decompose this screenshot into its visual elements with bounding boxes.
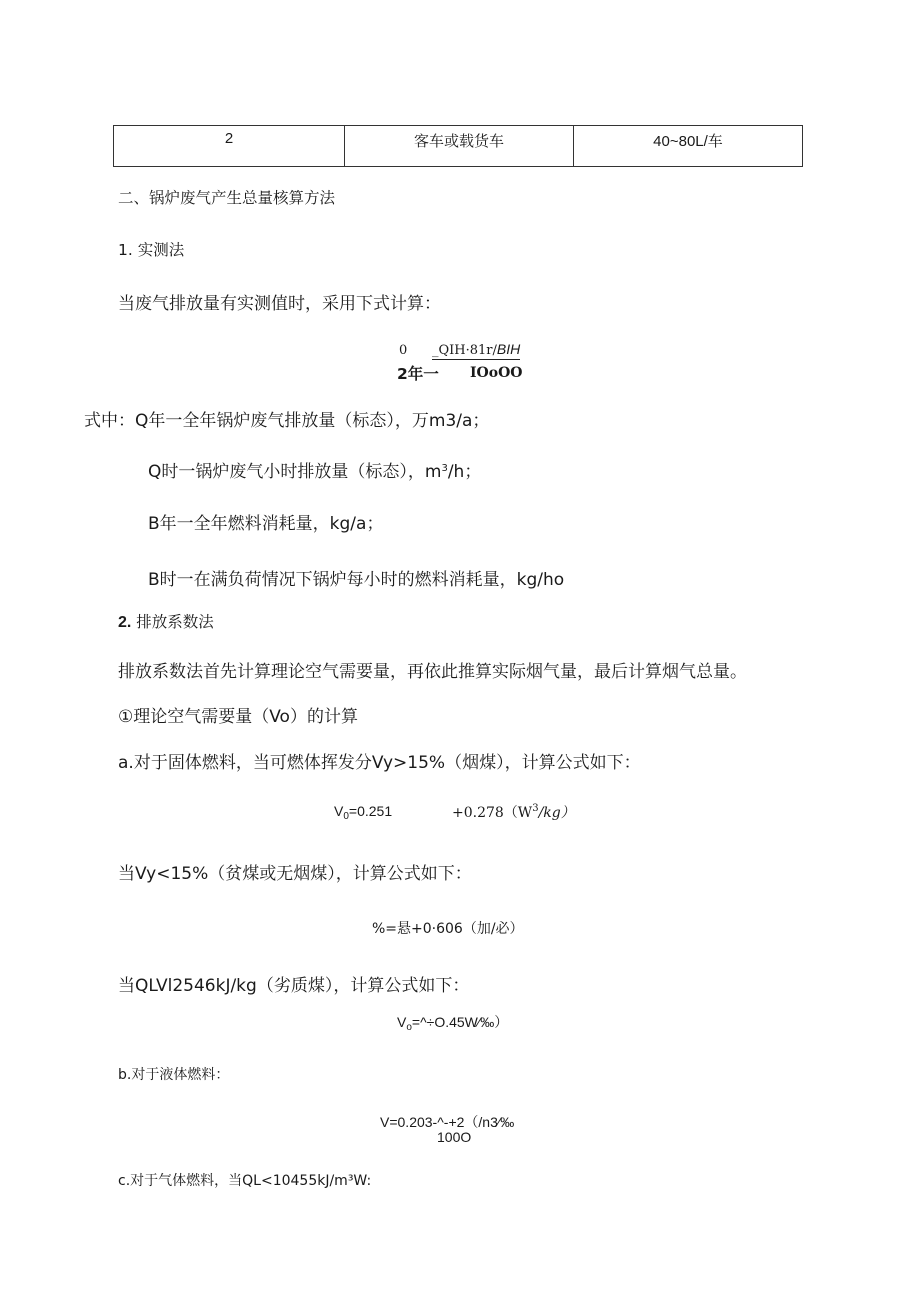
- item-liquid-fuel: b.对于液体燃料：: [118, 1067, 230, 1083]
- table-cell-vehicle: 客车或载货车: [344, 126, 573, 166]
- method1-intro: 当废气排放量有实测值时，采用下式计算：: [118, 294, 441, 314]
- method2-intro: 排放系数法首先计算理论空气需要量，再依此推算实际烟气量，最后计算烟气总量。: [118, 662, 747, 682]
- table-cell-amount: 40~80L/车: [573, 126, 802, 166]
- condition-low-grade-coal: 当QLVl2546kJ/kg（劣质煤），计算公式如下：: [118, 976, 470, 996]
- formula1-bottom-right: IOoOO: [470, 365, 523, 381]
- condition-vy-low: 当Vy<15%（贫煤或无烟煤），计算公式如下：: [118, 864, 472, 884]
- formula1-top-right: _QIH·81r/BIH: [432, 341, 521, 358]
- definition-q-hour: Q时一锅炉废气小时排放量（标态），$m^3/h$；: [148, 462, 482, 482]
- formula1-bottom-left: 2年一: [397, 365, 439, 383]
- formula-vy-low: %=悬+0·606（加/必）: [372, 921, 524, 937]
- definition-q-year: 式中：Q年一全年锅炉废气排放量（标态），万m3/a；: [84, 411, 490, 431]
- formula-low-grade-coal: $V_o=\^{}\div O.45W∕‰$）: [397, 1014, 509, 1033]
- item-theoretical-air: ①理论空气需要量（Vo）的计算: [118, 707, 358, 727]
- definition-b-year: B年一全年燃料消耗量，kg/a；: [148, 514, 384, 534]
- method1-heading: 1. 实测法: [118, 241, 185, 259]
- formula1-top-left: 0: [399, 343, 408, 358]
- item-gas-fuel: c.对于气体燃料，当QL<10455kJ/m³W:: [118, 1173, 372, 1189]
- formula-liquid-bottom: 100O: [437, 1129, 472, 1145]
- definition-b-hour: B时一在满负荷情况下锅炉每小时的燃料消耗量，kg/ho: [148, 570, 565, 590]
- formula-a-left: $V_0=0.251$: [334, 803, 393, 822]
- section-title: 二、锅炉废气产生总量核算方法: [118, 189, 336, 207]
- method2-heading: 2. 排放系数法: [118, 613, 214, 631]
- item-solid-fuel: a.对于固体燃料，当可燃体挥发分Vy>15%（烟煤），计算公式如下：: [118, 753, 641, 773]
- formula-a-right: $+0.278(W^3/kg)$: [452, 803, 575, 821]
- formula-liquid-top: V=0.203-^-+2（/n3∕‰: [380, 1114, 515, 1130]
- table-cell-index: 2: [224, 130, 234, 147]
- data-table-row: [113, 125, 803, 167]
